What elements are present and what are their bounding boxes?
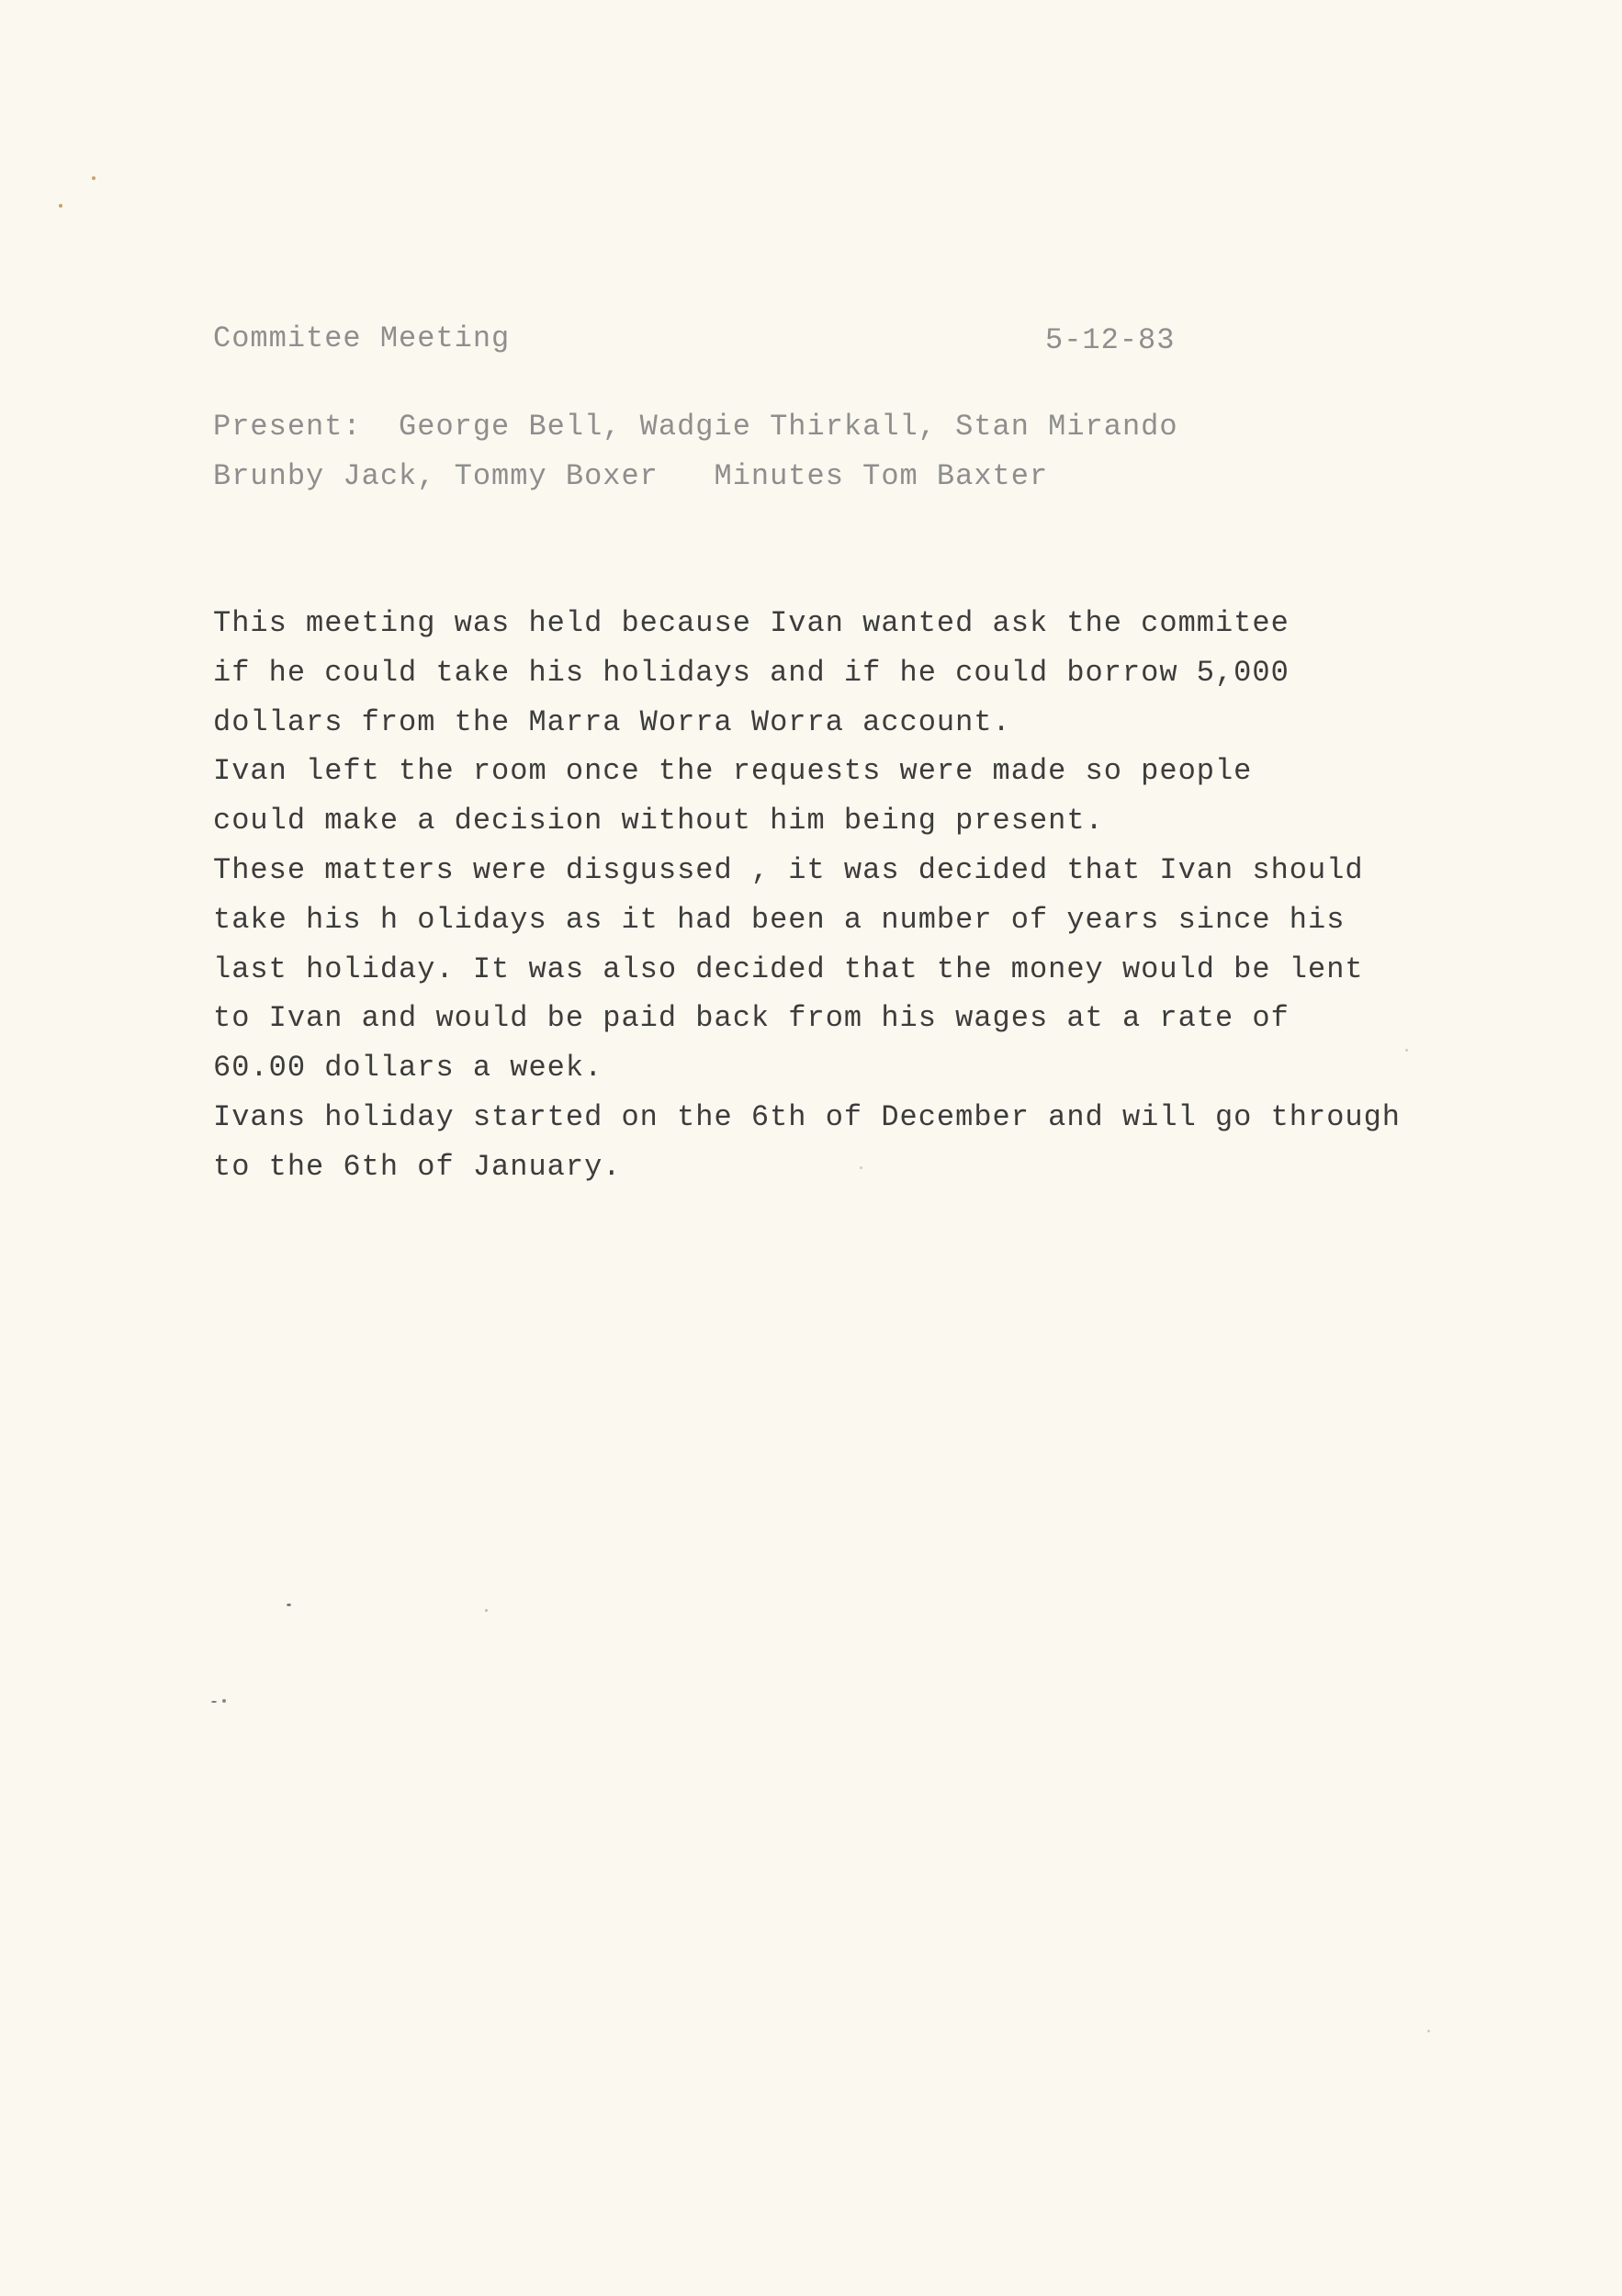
minutes-body [213, 599, 1499, 1192]
body-line: could make a decision without him being present. [213, 804, 1104, 838]
paper-speck [287, 1604, 291, 1606]
document-title: Commitee Meeting [213, 321, 511, 355]
paper-speck [485, 1609, 488, 1612]
body-line: 60.00 dollars a week. [213, 1051, 603, 1086]
body-line: take his h olidays as it had been a number of years since his [213, 902, 1346, 937]
body-line: This meeting was held because Ivan wanted ask the commitee [213, 606, 1290, 640]
paper-speck [211, 1701, 217, 1703]
body-line: dollars from the Marra Worra Worra account. [213, 704, 1011, 739]
body-line: Ivans holiday started on the 6th of December and will go through [213, 1099, 1401, 1134]
paper-speck [860, 1166, 862, 1169]
meeting-date: 5-12-83 [1045, 323, 1176, 357]
attendees-line-2: Brunby Jack, Tommy Boxer Minutes Tom Baxter [213, 459, 1049, 493]
paper-speck [1405, 1049, 1408, 1052]
body-line: last holiday. It was also decided that the money would be lent [213, 951, 1364, 986]
body-line: to the 6th of January. [213, 1149, 622, 1184]
body-line: These matters were disgussed , it was decided that Ivan should [213, 852, 1364, 887]
body-line: to Ivan and would be paid back from his wages at a rate of [213, 1001, 1290, 1036]
paper-speck [222, 1699, 226, 1703]
attendees-line-1: Present: George Bell, Wadgie Thirkall, Stan Mirando [213, 410, 1178, 444]
body-line: if he could take his holidays and if he could borrow 5,000 [213, 655, 1290, 690]
paper-speck [1427, 2030, 1430, 2032]
paper-speck [92, 176, 96, 180]
body-line: Ivan left the room once the requests were made so people [213, 754, 1253, 789]
paper-speck [59, 204, 62, 208]
